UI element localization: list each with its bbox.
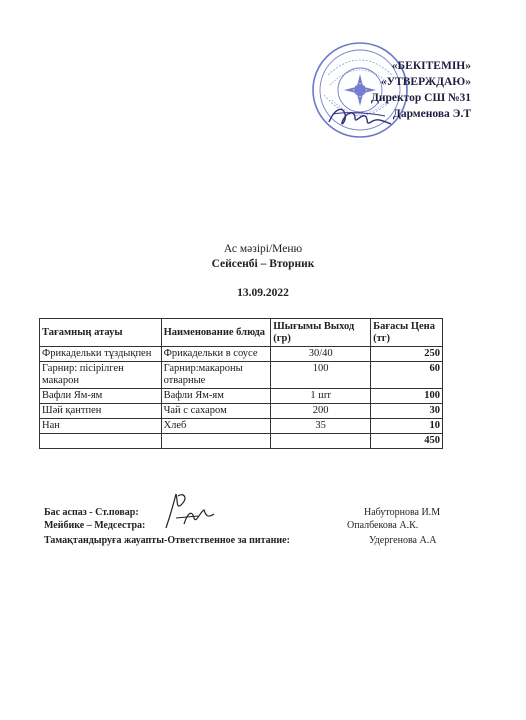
- signature-role-responsible: Тамақтандыруға жауапты-Ответственное за питание:: [44, 535, 290, 546]
- signature-name-nurse: Опалбекова А.К.: [347, 520, 419, 531]
- cell-ru-name: Чай с сахаром: [161, 404, 271, 419]
- cell-output: 200: [271, 404, 371, 419]
- approval-line-1: «БЕКІТЕМІН»: [391, 60, 471, 72]
- cell-output: 35: [271, 419, 371, 434]
- cell-ru-name: Хлеб: [161, 419, 271, 434]
- cell-price: 30: [371, 404, 443, 419]
- cell-kz-name: Фрикадельки тұздықпен: [40, 347, 162, 362]
- cell-kz-name: Нан: [40, 419, 162, 434]
- menu-date: 13.09.2022: [237, 287, 289, 299]
- header-output: Шығымы Выход (гр): [271, 319, 371, 347]
- cell-output: 30/40: [271, 347, 371, 362]
- approval-block: [371, 58, 471, 122]
- handwritten-signature-icon: [158, 488, 218, 533]
- approval-line-3: Директор СШ №31: [370, 92, 471, 104]
- menu-title: Ас мәзірі/Меню: [223, 243, 303, 255]
- cell-price: 60: [371, 362, 443, 389]
- signature-name-chef: Набуторнова И.М: [364, 507, 441, 518]
- signature-name-responsible: Удергенова А.А: [369, 535, 437, 546]
- menu-table: [39, 318, 443, 449]
- cell-price: 100: [371, 389, 443, 404]
- table-row: [40, 404, 443, 419]
- header-price: Бағасы Цена (тг): [371, 319, 443, 347]
- table-row: [40, 419, 443, 434]
- cell-kz-name: Гарнир: пісірілген макарон: [40, 362, 162, 389]
- approval-line-2: «УТВЕРЖДАЮ»: [380, 76, 471, 88]
- cell-empty: [271, 434, 371, 449]
- cell-ru-name: Вафли Ям-ям: [161, 389, 271, 404]
- approval-line-4: Дарменова Э.Т: [392, 108, 471, 120]
- signature-role-chef: Бас аспаз - Ст.повар:: [44, 507, 139, 518]
- header-ru-name: Наименование блюда: [161, 319, 271, 347]
- cell-kz-name: Вафли Ям-ям: [40, 389, 162, 404]
- table-total-row: [40, 434, 443, 449]
- cell-price: 250: [371, 347, 443, 362]
- cell-price: 10: [371, 419, 443, 434]
- cell-output: 100: [271, 362, 371, 389]
- cell-output: 1 шт: [271, 389, 371, 404]
- header-kz-name: Тағамның атауы: [40, 319, 162, 347]
- cell-empty: [40, 434, 162, 449]
- menu-day: Сейсенбі – Вторник: [211, 258, 315, 270]
- table-row: [40, 347, 443, 362]
- table-row: [40, 362, 443, 389]
- signature-role-nurse: Мейбике – Медсестра:: [44, 520, 146, 531]
- cell-total: 450: [371, 434, 443, 449]
- table-row: [40, 389, 443, 404]
- cell-kz-name: Шәй қантпен: [40, 404, 162, 419]
- table-header-row: [40, 319, 443, 347]
- cell-ru-name: Гарнир:макароны отварные: [161, 362, 271, 389]
- cell-ru-name: Фрикадельки в соусе: [161, 347, 271, 362]
- cell-empty: [161, 434, 271, 449]
